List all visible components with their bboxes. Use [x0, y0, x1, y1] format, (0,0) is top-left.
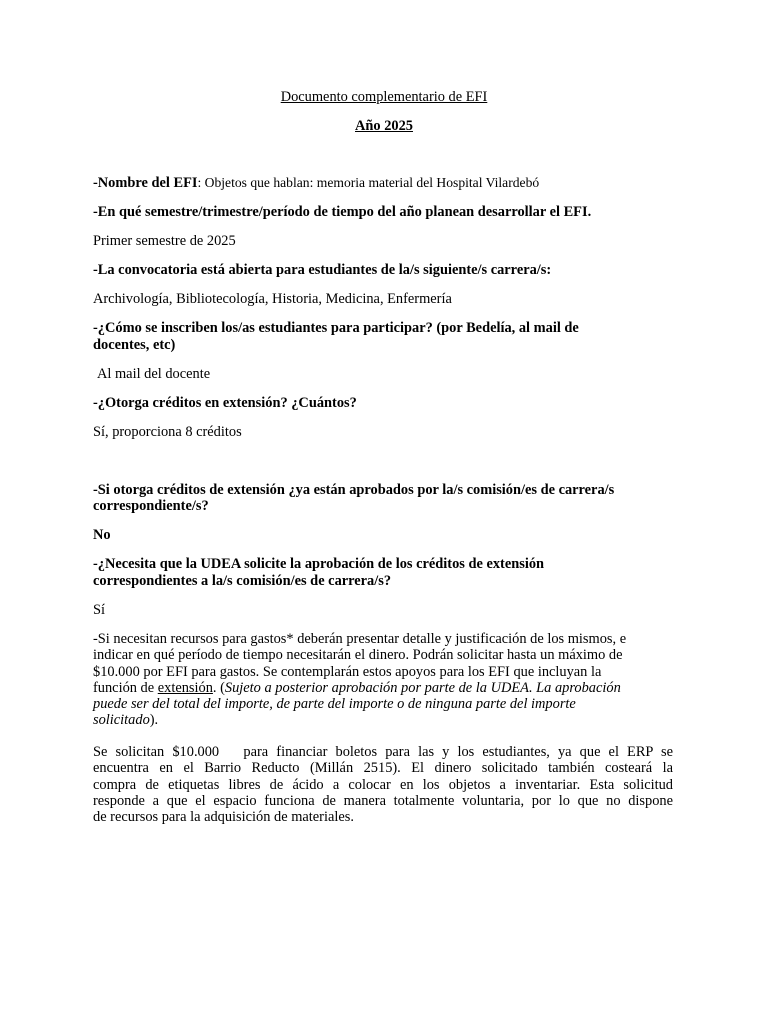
- answer-semestre: Primer semestre de 2025: [93, 233, 236, 249]
- solicitud-line1: Se solicitan $10.000 para financiar boletos para las y los estudiantes, ya que el ERP se: [93, 744, 673, 760]
- question-inscripcion-line1: -¿Cómo se inscriben los/as estudiantes para participar? (por Bedelía, al mail de: [93, 320, 579, 336]
- gastos-line4-pre: función de: [93, 679, 158, 696]
- answer-creditos: Sí, proporciona 8 créditos: [93, 424, 242, 440]
- gastos-line1: -Si necesitan recursos para gastos* deberán presentar detalle y justificación de los mismos, e: [93, 631, 627, 647]
- gastos-line4-post: . (: [212, 679, 225, 696]
- answer-convocatoria: Archivología, Bibliotecología, Historia, Medicina, Enfermería: [93, 291, 452, 307]
- gastos-line6-italic: solicitado: [93, 712, 150, 729]
- gastos-line6: [93, 712, 673, 728]
- question-convocatoria: -La convocatoria está abierta para estudiantes de la/s siguiente/s carrera/s:: [93, 262, 552, 278]
- solicitud-paragraph: [93, 744, 673, 825]
- gastos-line6-post: ).: [149, 712, 159, 729]
- nombre-efi-value: : Objetos que hablan: memoria material del Hospital Vilardebó: [197, 175, 540, 190]
- nombre-efi-line: [93, 175, 539, 191]
- gastos-line2: indicar en qué período de tiempo necesitarán el dinero. Podrán solicitar hasta un máximo de: [93, 647, 623, 664]
- nombre-efi-label: -Nombre del EFI: [93, 175, 198, 191]
- gastos-line5: puede ser del total del importe, de parte del importe o de ninguna parte del importe: [93, 696, 576, 713]
- solicitud-line4: responde a que el espacio funciona de manera totalmente voluntaria, por lo que no dispone: [93, 792, 673, 809]
- gastos-line4: [93, 680, 673, 696]
- question-udea-line2: correspondientes a la/s comisión/es de carrera/s?: [93, 573, 392, 589]
- answer-inscripcion: Al mail del docente: [97, 366, 211, 382]
- solicitud-line2: encuentra en el Barrio Reducto (Millán 2515). El dinero solicitado también costeará la: [93, 760, 673, 777]
- gastos-line3: $10.000 por EFI para gastos. Se contemplarán estos apoyos para los EFI que incluyan la: [93, 663, 602, 680]
- question-aprobados-line2: correspondiente/s?: [93, 498, 209, 514]
- gastos-paragraph: [93, 631, 673, 729]
- gastos-line4-italic: Sujeto a posterior aprobación por parte de la UDEA. La aprobación: [224, 679, 621, 696]
- extension-link[interactable]: extensión: [157, 679, 213, 696]
- question-semestre: -En qué semestre/trimestre/período de tiempo del año planean desarrollar el EFI.: [93, 204, 592, 220]
- answer-udea: Sí: [93, 602, 106, 618]
- question-inscripcion-line2: docentes, etc): [93, 337, 176, 353]
- solicitud-line5: de recursos para la adquisición de materiales.: [93, 809, 354, 826]
- answer-aprobados: No: [93, 527, 111, 543]
- question-udea-line1: -¿Necesita que la UDEA solicite la aprobación de los créditos de extensión: [93, 556, 545, 572]
- question-creditos: -¿Otorga créditos en extensión? ¿Cuántos?: [93, 395, 357, 411]
- question-aprobados-line1: -Si otorga créditos de extensión ¿ya están aprobados por la/s comisión/es de carrera/s: [93, 482, 615, 498]
- solicitud-line3: compra de etiquetas libres de ácido a colocar en los objetos a inventariar. Esta solicitud: [93, 776, 673, 793]
- document-title: Documento complementario de EFI: [280, 89, 488, 105]
- document-year: Año 2025: [355, 118, 413, 134]
